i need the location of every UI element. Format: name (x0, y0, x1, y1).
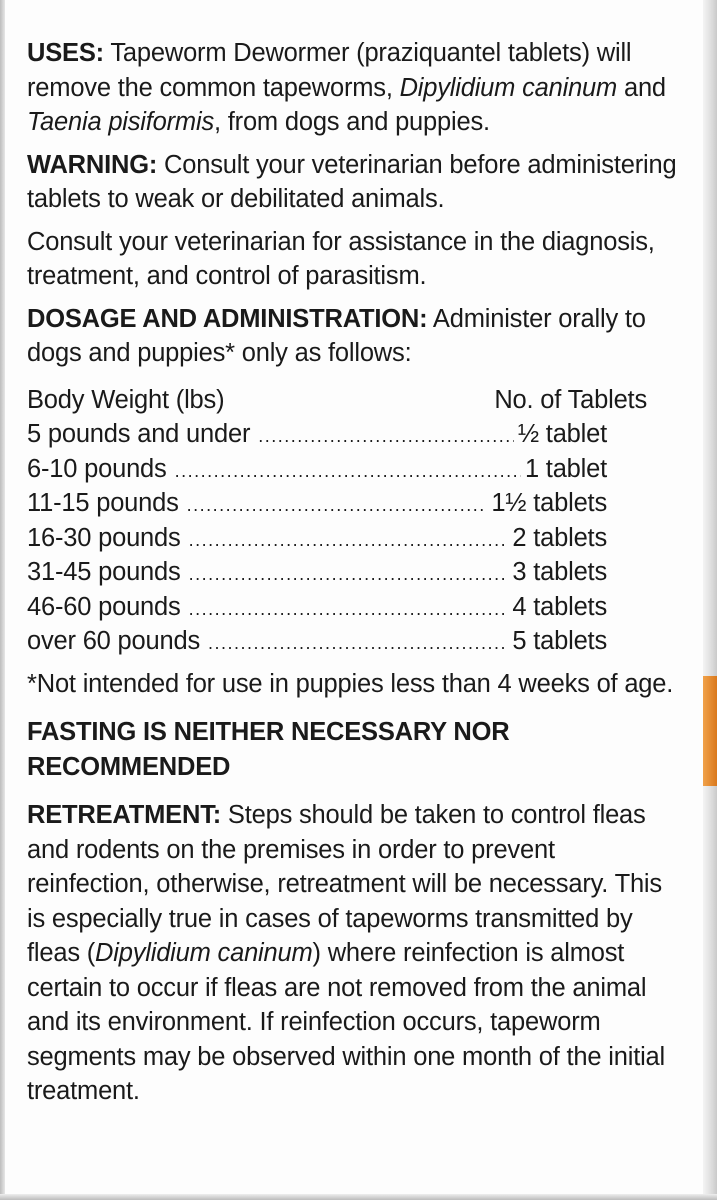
uses-species-2: Taenia pisiformis (27, 108, 214, 136)
warning-heading: WARNING: (27, 150, 158, 179)
column-header-tablets: No. of Tablets (494, 385, 647, 414)
dosage-text: Administer orally to dogs and puppies* only as follows: (27, 304, 646, 367)
dot-leader (208, 626, 508, 661)
dosage-row-tablets: 3 tablets (512, 558, 607, 586)
orange-side-tab (703, 676, 717, 786)
dosage-row (27, 452, 607, 487)
dot-leader (189, 523, 509, 558)
dot-leader (189, 592, 509, 627)
dosage-row-tablets: 2 tablets (512, 523, 607, 552)
warning-paragraph (27, 148, 677, 217)
uses-text-2: and (617, 73, 666, 102)
dosage-row-weight: over 60 pounds (27, 627, 200, 655)
dosage-table (27, 383, 677, 659)
dosage-row (27, 624, 607, 659)
panel-bottom-edge (0, 1194, 717, 1200)
warning-text: Consult your veterinarian before administering tablets to weak or debilitated animals. (27, 150, 677, 213)
uses-paragraph (27, 36, 677, 140)
dosage-table-header (27, 383, 647, 418)
retreatment-heading: RETREATMENT: (27, 801, 222, 829)
dosage-row-weight: 5 pounds and under (27, 420, 251, 448)
column-header-body-weight: Body Weight (lbs) (27, 385, 225, 414)
dosage-row-weight: 6-10 pounds (27, 454, 167, 483)
dosage-row-tablets: 1 tablet (524, 454, 607, 483)
dosage-paragraph (27, 302, 677, 371)
dosage-row-tablets: 1½ tablets (491, 489, 607, 517)
retreatment-species: Dipylidium caninum (95, 939, 313, 967)
dosage-row (27, 486, 607, 521)
dosage-heading: DOSAGE AND ADMINISTRATION: (27, 304, 428, 333)
dosage-row-weight: 46-60 pounds (27, 592, 181, 621)
panel-left-edge (0, 0, 5, 1200)
uses-text-3: , from dogs and puppies. (214, 108, 490, 136)
dot-leader (187, 488, 488, 523)
dosage-row-weight: 11-15 pounds (27, 489, 179, 517)
dosage-footnote: *Not intended for use in puppies less than 4 weeks of age. (27, 669, 674, 698)
dosage-row-tablets: ½ tablet (517, 420, 607, 448)
consult-paragraph: Consult your veterinarian for assistance in the diagnosis, treatment, and control of parasitism. (27, 227, 655, 290)
retreatment-text-1: Steps should be taken to control fleas and rodents on the premises in order to prevent reinfection, otherwise, retreatment will be necessary. This is especially true in cases of tapeworms transmitted by fleas ( (27, 801, 662, 967)
dot-leader (258, 419, 514, 454)
dosage-row (27, 590, 607, 625)
retreatment-text-2: ) where reinfection is almost certain to occur if fleas are not removed from the animal and its environment. If reinfection occurs, tapeworm segments may be observed within one month of the initial treatment. (27, 939, 665, 1105)
uses-species-1: Dipylidium caninum (399, 73, 618, 102)
dosage-row-tablets: 5 tablets (512, 627, 607, 655)
panel-right-edge (703, 0, 717, 1200)
dosage-row-weight: 16-30 pounds (27, 523, 181, 552)
dot-leader (175, 454, 521, 489)
dosage-row (27, 555, 607, 590)
dosage-row (27, 521, 607, 556)
uses-text-1: Tapeworm Dewormer (praziquantel tablets) will remove the common tapeworms, (27, 39, 632, 102)
dot-leader (189, 557, 509, 592)
dosage-row (27, 417, 607, 452)
dosage-row-tablets: 4 tablets (512, 592, 607, 621)
retreatment-paragraph (27, 798, 677, 1109)
uses-heading: USES: (27, 39, 104, 67)
fasting-notice: FASTING IS NEITHER NECESSARY NOR RECOMMENDED (27, 718, 510, 781)
label-text-content (27, 36, 677, 1109)
dosage-row-weight: 31-45 pounds (27, 558, 181, 586)
